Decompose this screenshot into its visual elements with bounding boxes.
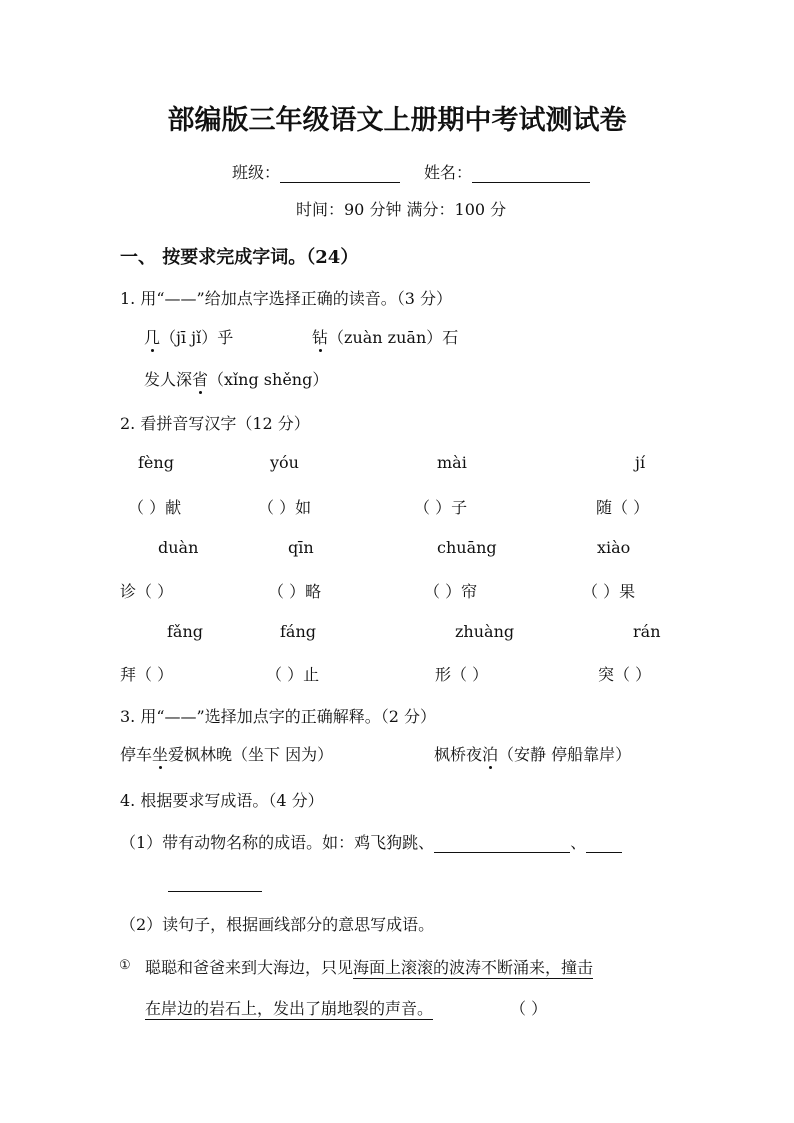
q1-item-zuanshi-options: （zuàn zuān）石 (328, 328, 459, 347)
q1-item-jihu (144, 325, 233, 348)
q3-item-prefix: 枫桥夜 (434, 745, 483, 764)
dotted-char: 坐 (152, 745, 169, 764)
pinyin: jí (635, 453, 646, 472)
item-number: ① (119, 958, 131, 973)
q3-item-bo-options: （安静 停船靠岸） (498, 745, 632, 764)
answer-blank[interactable]: 随（ ） (596, 498, 650, 517)
time-score-info: 时间：90 分钟 满分：100 分 (296, 200, 507, 219)
q1-item-jihu-options: （jī jǐ）乎 (160, 328, 234, 347)
pinyin: xiào (597, 538, 631, 557)
answer-blank[interactable]: （ ）略 (268, 582, 322, 601)
idiom-blank[interactable] (586, 833, 622, 853)
q4-prompt: 4. 根据要求写成语。（4 分） (120, 791, 324, 810)
answer-blank[interactable]: （ ）如 (258, 498, 312, 517)
dotted-char: 几 (144, 328, 161, 347)
name-field (424, 160, 590, 183)
q1-prompt: 1. 用“——”给加点字选择正确的读音。（3 分） (120, 289, 452, 308)
answer-blank[interactable]: 诊（ ） (120, 582, 174, 601)
page-title: 部编版三年级语文上册期中考试测试卷 (167, 105, 627, 136)
answer-blank[interactable]: 突（ ） (598, 665, 652, 684)
pinyin: qīn (288, 538, 314, 557)
q3-item-bo (434, 742, 631, 765)
q1-item-zuanshi (312, 325, 458, 348)
pinyin: chuāng (437, 538, 497, 557)
answer-blank[interactable]: （ ）子 (414, 498, 468, 517)
answer-blank[interactable]: 形（ ） (435, 665, 489, 684)
pinyin: fèng (138, 453, 174, 472)
q3-item-prefix: 停车 (120, 745, 153, 764)
q3-item-zuo-options: 爱枫林晚（坐下 因为） (168, 745, 334, 764)
pinyin: rán (633, 622, 661, 641)
pinyin: zhuàng (455, 622, 515, 641)
q1-item-shenxing (144, 367, 328, 390)
name-label: 姓名： (424, 163, 473, 182)
pinyin: mài (437, 453, 467, 472)
q4-sub2: （2）读句子，根据画线部分的意思写成语。 (120, 915, 435, 934)
answer-blank[interactable]: （ ）果 (582, 582, 636, 601)
class-blank[interactable] (280, 163, 400, 183)
idiom-blank[interactable] (434, 833, 570, 853)
sentence-text: 聪聪和爸爸来到大海边，只见 (145, 958, 354, 977)
q3-prompt: 3. 用“——”选择加点字的正确解释。（2 分） (120, 707, 436, 726)
answer-parentheses[interactable]: （ ） (510, 999, 548, 1018)
pinyin: fǎng (167, 622, 204, 641)
q1-item-shenxing-options: （xǐng shěng） (208, 370, 329, 389)
q2-prompt: 2. 看拼音写汉字（12 分） (120, 414, 310, 433)
q4-sub1-text: （1）带有动物名称的成语。如：鸡飞狗跳、 (120, 833, 435, 852)
q1-item-prefix: 发人深 (144, 370, 193, 389)
dotted-char: 省 (192, 370, 209, 389)
idiom-blank-continued[interactable] (168, 872, 262, 892)
dotted-char: 钻 (312, 328, 329, 347)
section-heading: 一、 按要求完成字词。（24） (120, 247, 359, 268)
q4-sub1 (120, 830, 622, 853)
q4-sentence-line1 (145, 955, 593, 978)
pinyin: fáng (280, 622, 317, 641)
pinyin: duàn (158, 538, 199, 557)
separator: 、 (570, 833, 587, 852)
name-blank[interactable] (472, 163, 590, 183)
answer-blank[interactable]: （ ）帘 (424, 582, 478, 601)
dotted-char: 泊 (482, 745, 499, 764)
q4-sentence-line2 (145, 996, 433, 1019)
answer-blank[interactable]: 拜（ ） (120, 665, 174, 684)
answer-blank[interactable]: （ ）止 (266, 665, 320, 684)
underlined-phrase: 在岸边的岩石上，发出了崩地裂的声音。 (145, 999, 434, 1018)
underlined-phrase: 海面上滚滚的波涛不断涌来，撞击 (353, 958, 594, 977)
class-label: 班级： (232, 163, 281, 182)
q3-item-zuo (120, 742, 333, 765)
pinyin: yóu (270, 453, 299, 472)
answer-blank[interactable]: （ ）献 (128, 498, 182, 517)
class-field (232, 160, 400, 183)
